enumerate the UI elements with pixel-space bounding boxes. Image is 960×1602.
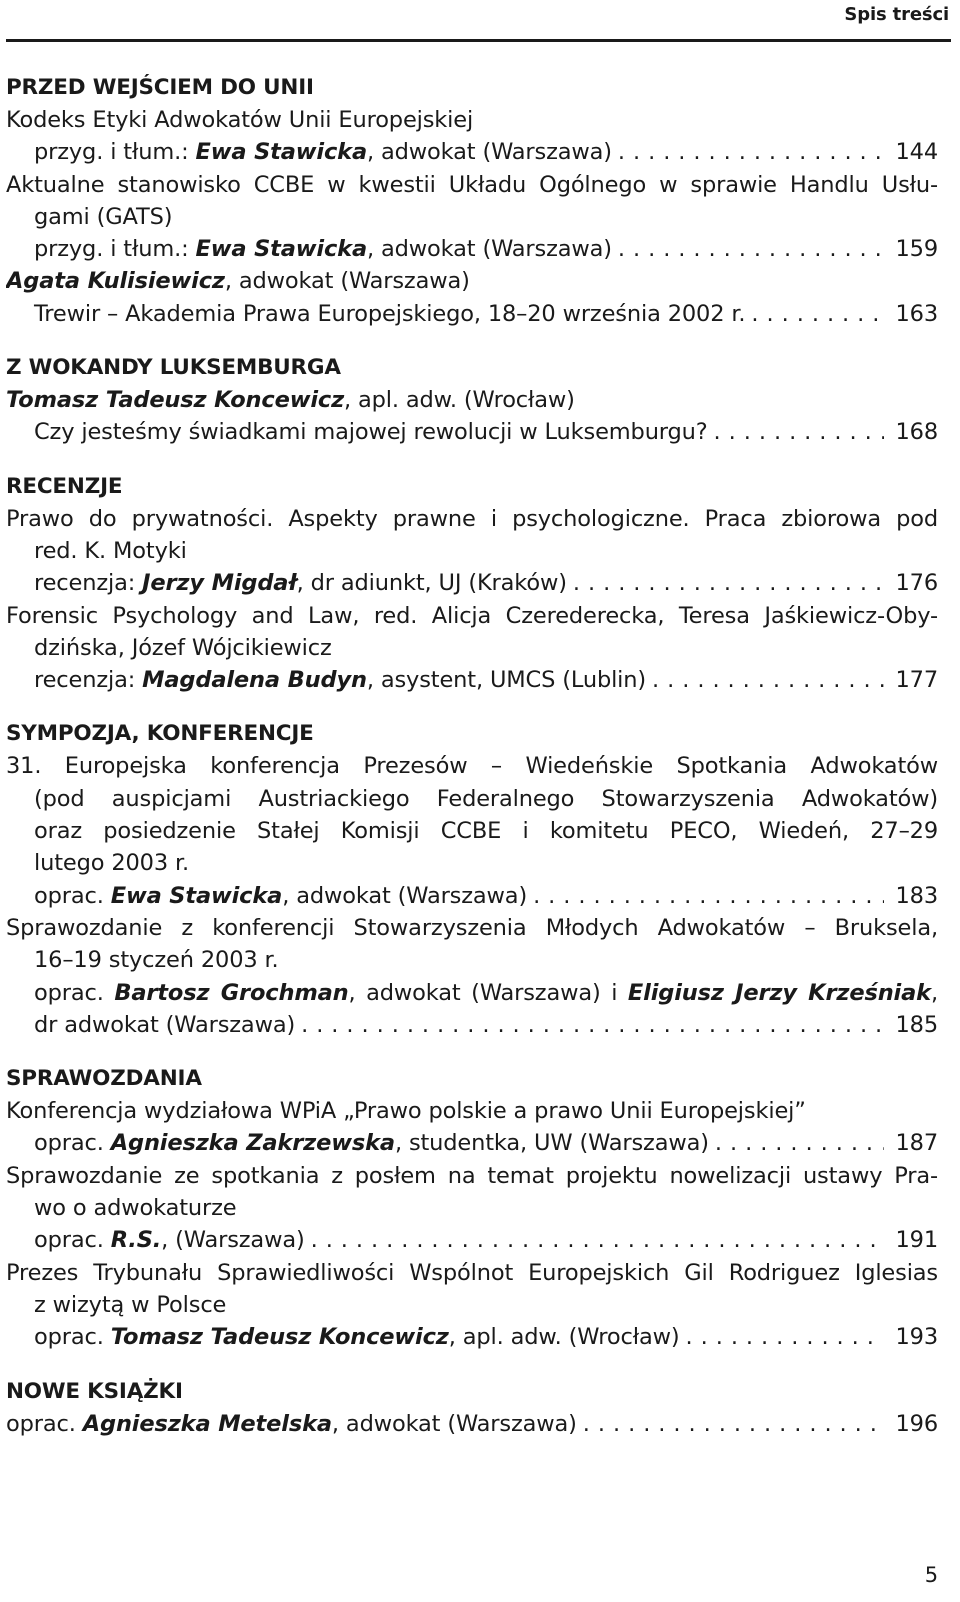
page-number: 177 <box>895 667 938 694</box>
dot-leader <box>646 664 884 696</box>
section-title: PRZED WEJŚCIEM DO UNII <box>6 75 314 100</box>
entry-leader-line: dr adwokat (Warszawa) . . . 185 <box>6 1009 938 1041</box>
dot-leader <box>680 1321 884 1353</box>
author-name: Jerzy Migdał <box>142 570 297 597</box>
section-sprawozdania <box>6 1063 938 1353</box>
section-title: Z WOKANDY LUKSEMBURGA <box>6 355 341 381</box>
section-przed-wejsciem <box>6 72 938 330</box>
toc-entry[interactable] <box>6 265 938 330</box>
section-title: SYMPOZJA, KONFERENCJE <box>6 721 314 747</box>
entry-title: Aktualne stanowisko CCBE w kwestii Układu Ogólnego w sprawie Handlu Usłu- <box>6 171 938 198</box>
entry-leader-line: oprac. Agnieszka Metelska, adwokat (Warszawa) . . . 196 <box>6 1408 938 1440</box>
entry-title: Sprawozdanie z konferencji Stowarzyszenia Młodych Adwokatów – Bruksela, <box>6 914 938 941</box>
page-number: 159 <box>895 236 938 263</box>
toc-entry[interactable] <box>6 750 938 911</box>
dot-leader <box>709 1127 884 1159</box>
entry-leader-line <box>6 298 938 330</box>
section-title: NOWE KSIĄŻKI <box>6 1378 183 1404</box>
page-number: 176 <box>895 570 938 597</box>
dot-leader <box>305 1224 884 1256</box>
entry-title: Kodeks Etyki Adwokatów Unii Europejskiej <box>6 107 474 133</box>
section-title: SPRAWOZDANIA <box>6 1066 202 1092</box>
header-title: Spis treści <box>844 4 949 25</box>
entry-leader-line: przyg. i tłum.: Ewa Stawicka, adwokat (Warszawa) . . . 159 <box>6 233 938 265</box>
page-number: 183 <box>895 882 938 909</box>
author-name: Eligiusz Jerzy Krześniak <box>627 979 931 1006</box>
running-header <box>6 0 951 42</box>
entry-leader-line: oprac. R.S., (Warszawa) . . . 191 <box>6 1224 938 1256</box>
section-nowe-ksiazki <box>6 1376 938 1440</box>
toc-entry[interactable] <box>6 1095 938 1160</box>
entry-title-cont: (pod auspicjami Austriackiego Federalnego Stowarzyszenia Adwokatów) <box>34 785 938 812</box>
entry-title-cont: red. K. Motyki <box>34 537 187 564</box>
entry-title-cont: lutego 2003 r. <box>34 850 190 877</box>
entry-title: Trewir – Akademia Prawa Europejskiego, 18–20 września 2002 r. <box>34 300 746 327</box>
entry-title-cont: dzińska, Józef Wójcikiewicz <box>34 634 332 661</box>
page-number: 196 <box>895 1410 938 1437</box>
page-number: 168 <box>895 419 938 446</box>
section-z-wokandy <box>6 352 938 449</box>
entry-leader-line: oprac. Tomasz Tadeusz Koncewicz, apl. adw. (Wrocław) . . . 193 <box>6 1321 938 1353</box>
dot-leader <box>527 880 884 912</box>
entry-title: 31. Europejska konferencja Prezesów – Wiedeńskie Spotkania Adwokatów <box>6 753 938 780</box>
entry-title: Sprawozdanie ze spotkania z posłem na temat projektu nowelizacji ustawy Pra- <box>6 1162 938 1189</box>
toc-entry[interactable] <box>6 169 938 266</box>
author-name: Tomasz Tadeusz Koncewicz <box>6 387 345 414</box>
entry-title-cont: wo o adwokaturze <box>34 1195 237 1222</box>
author-name: Ewa Stawicka <box>195 139 368 166</box>
entry-leader-line: przyg. i tłum.: Ewa Stawicka, adwokat (Warszawa) . . . 144 <box>6 136 938 168</box>
entry-title-cont: 16–19 styczeń 2003 r. <box>34 947 279 974</box>
author-name: R.S. <box>110 1227 162 1254</box>
entry-title: Prawo do prywatności. Aspekty prawne i psychologiczne. Praca zbiorowa pod <box>6 505 938 532</box>
entry-title: Czy jesteśmy świadkami majowej rewolucji w Luksemburgu? <box>34 419 708 446</box>
entry-leader-line: oprac. Agnieszka Zakrzewska, studentka, UW (Warszawa) . . . 187 <box>6 1127 938 1159</box>
author-name: Agnieszka Zakrzewska <box>110 1130 395 1157</box>
entry-title-cont: gami (GATS) <box>34 203 173 230</box>
author-name: Magdalena Budyn <box>142 667 367 694</box>
author-name: Agata Kulisiewicz <box>6 268 225 295</box>
section-sympozja <box>6 718 938 1041</box>
entry-leader-line: recenzja: Jerzy Migdał, dr adiunkt, UJ (Kraków) . . . 176 <box>6 567 938 599</box>
toc-entry[interactable] <box>6 1257 938 1354</box>
entry-author-line: Tomasz Tadeusz Koncewicz, apl. adw. (Wrocław) <box>6 387 575 414</box>
page-number: 144 <box>895 139 938 166</box>
page-number: 191 <box>895 1227 938 1254</box>
toc-entry[interactable] <box>6 104 938 169</box>
dot-leader <box>295 1009 884 1041</box>
section-recenzje <box>6 471 938 697</box>
entry-title: Prezes Trybunału Sprawiedliwości Wspólnot Europejskich Gil Rodriguez Iglesias <box>6 1259 938 1286</box>
entry-author-line: Agata Kulisiewicz, adwokat (Warszawa) <box>6 268 470 295</box>
toc-entry[interactable] <box>6 503 938 600</box>
dot-leader <box>577 1408 884 1440</box>
entry-title: Forensic Psychology and Law, red. Alicja Czerederecka, Teresa Jaśkiewicz-Oby- <box>6 602 938 629</box>
toc-entry[interactable] <box>6 1160 938 1257</box>
dot-leader <box>612 136 884 168</box>
toc-entry[interactable] <box>6 384 938 449</box>
page-number: 187 <box>895 1130 938 1157</box>
dot-leader <box>708 416 884 448</box>
section-title: RECENZJE <box>6 473 123 499</box>
page-footer-number: 5 <box>924 1563 938 1587</box>
toc-entry[interactable] <box>6 912 938 1041</box>
entry-title-cont: oraz posiedzenie Stałej Komisji CCBE i komitetu PECO, Wiedeń, 27–29 <box>34 818 938 845</box>
entry-author-line: oprac. Bartosz Grochman, adwokat (Warszawa) i Eligiusz Jerzy Krześniak, <box>34 979 938 1006</box>
entry-title: Konferencja wydziałowa WPiA „Prawo polskie a prawo Unii Europejskiej” <box>6 1098 806 1125</box>
dot-leader <box>745 298 884 330</box>
toc-entry[interactable] <box>6 1408 938 1440</box>
dot-leader <box>567 567 884 599</box>
author-name: Ewa Stawicka <box>110 882 283 909</box>
entry-leader-line <box>6 416 938 448</box>
entry-leader-line: recenzja: Magdalena Budyn, asystent, UMCS (Lublin) . . . 177 <box>6 664 938 696</box>
table-of-contents <box>6 72 938 1440</box>
page-number: 163 <box>895 300 938 327</box>
dot-leader <box>612 233 884 265</box>
page-number: 185 <box>895 1011 938 1038</box>
page-number: 193 <box>895 1324 938 1351</box>
toc-entry[interactable] <box>6 600 938 697</box>
author-name: Tomasz Tadeusz Koncewicz <box>110 1324 449 1351</box>
author-name: Bartosz Grochman <box>114 979 349 1006</box>
entry-title-cont: z wizytą w Polsce <box>34 1291 227 1318</box>
author-name: Agnieszka Metelska <box>82 1410 332 1437</box>
author-name: Ewa Stawicka <box>195 236 368 263</box>
entry-leader-line: oprac. Ewa Stawicka, adwokat (Warszawa) . . . 183 <box>6 880 938 912</box>
